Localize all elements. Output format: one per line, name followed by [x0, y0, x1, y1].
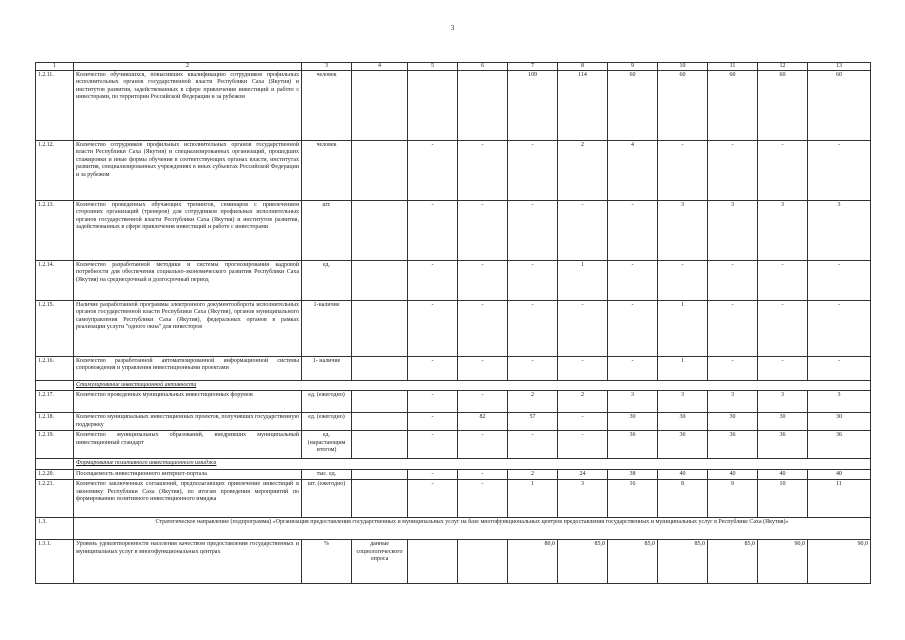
value-cell: - [458, 201, 508, 261]
column-number: 8 [558, 63, 608, 71]
value-cell: - [458, 261, 508, 301]
table-row [36, 391, 871, 413]
value-cell: - [558, 413, 608, 431]
value-cell: 3 [658, 391, 708, 413]
unit-of-measure: % [302, 540, 352, 584]
unit-of-measure: шт. (ежегодно) [302, 480, 352, 518]
indicator-description: Количество муниципальных инвестиционных проектов, получивших государственную поддержку [74, 413, 302, 431]
column-4-value [352, 431, 408, 459]
value-cell: 40 [708, 469, 758, 479]
indicator-description: Количество обучившихся, повысивших квалификацию сотрудников профильных исполнительных органов государственной власти Республики Саха (Якутия) и институтов развития, задействованных в сфере привлечения инвестиций и работе с инвесторами, по территории Российской Федерации и за рубежом [74, 71, 302, 141]
value-cell: 90,0 [758, 540, 808, 584]
value-cell: - [558, 201, 608, 261]
row-number: 1.2.17. [36, 391, 74, 413]
value-cell: 1 [658, 357, 708, 381]
value-cell: 36 [608, 431, 658, 459]
value-cell: - [408, 391, 458, 413]
value-cell: 82 [458, 413, 508, 431]
table-row [36, 201, 871, 261]
value-cell: - [408, 301, 458, 357]
row-number: 1.2.16. [36, 357, 74, 381]
header-row [36, 63, 871, 71]
value-cell: - [758, 301, 808, 357]
value-cell: 11 [808, 480, 871, 518]
value-cell: - [708, 301, 758, 357]
value-cell: 40 [658, 469, 708, 479]
column-4-value: данные социологического опроса [352, 540, 408, 584]
value-cell: 80,0 [508, 540, 558, 584]
unit-of-measure: человек [302, 71, 352, 141]
column-4-value [352, 469, 408, 479]
indicator-description: Количество проведенных муниципальных инвестиционных форумов [74, 391, 302, 413]
value-cell: - [458, 391, 508, 413]
unit-of-measure: тыс. ед. [302, 469, 352, 479]
value-cell: 1 [658, 301, 708, 357]
value-cell: - [608, 357, 658, 381]
value-cell: - [408, 201, 458, 261]
value-cell: 3 [808, 201, 871, 261]
value-cell: - [808, 141, 871, 201]
column-number: 11 [708, 63, 758, 71]
column-4-value [352, 201, 408, 261]
value-cell: - [408, 141, 458, 201]
value-cell: 85,0 [558, 540, 608, 584]
value-cell: - [458, 480, 508, 518]
value-cell: 2 [508, 469, 558, 479]
table-row [36, 469, 871, 479]
section-row [36, 459, 871, 469]
value-cell: 85,0 [608, 540, 658, 584]
row-number: 1.2.21. [36, 480, 74, 518]
value-cell: - [458, 431, 508, 459]
row-number: 1.2.20. [36, 469, 74, 479]
unit-of-measure: 1- наличие [302, 357, 352, 381]
value-cell: 109 [508, 71, 558, 141]
indicator-description: Количество сотрудников профильных исполнительных органов государственной власти Республики Саха (Якутия) и специализированных организаций, прошедших стажировки и иные формы обучения в соответствующих органах власти, институтах развития, специализированных учреждениях в иных субъектах Российской Федерации и за рубежом [74, 141, 302, 201]
table-row [36, 261, 871, 301]
table-row [36, 431, 871, 459]
value-cell: - [408, 413, 458, 431]
value-cell: 2 [558, 141, 608, 201]
value-cell [458, 71, 508, 141]
value-cell: - [558, 357, 608, 381]
table-row [36, 357, 871, 381]
column-4-value [352, 391, 408, 413]
indicator-description: Посещаемость инвестиционного интернет-портала [74, 469, 302, 479]
column-number: 12 [758, 63, 808, 71]
value-cell: 40 [758, 469, 808, 479]
column-number: 9 [608, 63, 658, 71]
value-cell: - [408, 480, 458, 518]
unit-of-measure: ед. (нарастающим итогом) [302, 431, 352, 459]
value-cell: - [508, 357, 558, 381]
indicator-description: Количество разработанной методики и системы прогнозирования кадровой потребности для обеспечения социально-экономического развития Республики Саха (Якутия) на среднесрочный и долгосрочный период [74, 261, 302, 301]
value-cell: 60 [608, 71, 658, 141]
value-cell: 1 [508, 480, 558, 518]
value-cell: 9 [708, 480, 758, 518]
value-cell: 4 [608, 141, 658, 201]
value-cell: 10 [758, 480, 808, 518]
value-cell: 114 [558, 71, 608, 141]
value-cell: 2 [558, 391, 608, 413]
value-cell [408, 71, 458, 141]
row-number: 1.2.11. [36, 71, 74, 141]
section-row [36, 381, 871, 391]
value-cell: - [658, 261, 708, 301]
column-4-value [352, 261, 408, 301]
value-cell: - [808, 357, 871, 381]
value-cell: - [708, 357, 758, 381]
row-number: 1.2.19. [36, 431, 74, 459]
table-row [36, 141, 871, 201]
column-number: 5 [408, 63, 458, 71]
value-cell: - [708, 261, 758, 301]
value-cell: 36 [808, 431, 871, 459]
indicator-description: Количество проведенных обучающих тренингов, семинаров с привлечением сторонних организаций (тренеров) для сотрудников профильных исполнительных органов государственной власти Республики Саха (Якутия) и институтов развития, задействованных в сфере привлечения инвестиций и работе с инвесторами [74, 201, 302, 261]
value-cell: - [758, 357, 808, 381]
value-cell: 3 [558, 480, 608, 518]
value-cell: 3 [808, 391, 871, 413]
strategic-direction-text: Стратегическое направление (подпрограмма) «Организация предоставления государственных и муниципальных услуг на базе многофункциональных центров предоставления государственных и муниципальных услуг в Республике Саха (Якутия)» [74, 518, 871, 540]
value-cell: 3 [608, 391, 658, 413]
value-cell: - [458, 141, 508, 201]
value-cell: - [458, 469, 508, 479]
column-number: 3 [302, 63, 352, 71]
row-number: 1.2.14. [36, 261, 74, 301]
column-4-value [352, 301, 408, 357]
value-cell: 30 [758, 413, 808, 431]
value-cell: - [458, 357, 508, 381]
row-number: 1.2.15. [36, 301, 74, 357]
value-cell: - [808, 261, 871, 301]
column-4-value [352, 480, 408, 518]
value-cell: 57 [508, 413, 558, 431]
value-cell: - [558, 431, 608, 459]
unit-of-measure: ед. [302, 261, 352, 301]
value-cell: 2 [508, 391, 558, 413]
value-cell: 30 [708, 413, 758, 431]
table-row [36, 301, 871, 357]
section-spacer [36, 381, 74, 391]
unit-of-measure: шт. [302, 201, 352, 261]
indicator-description: Уровень удовлетворенности населения качеством предоставления государственных и муниципальных услуг в многофункциональных центрах [74, 540, 302, 584]
row-number: 1.2.12. [36, 141, 74, 201]
indicator-description: Наличие разработанной программы электронного документооборота исполнительных органов государственной власти Республики Саха (Якутия), органов муниципального самоуправления Республики Саха (Якутия), федеральных органов в рамках реализации услуги "одного окна" для инвесторов [74, 301, 302, 357]
value-cell: - [608, 201, 658, 261]
table-row [36, 540, 871, 584]
value-cell: 3 [758, 391, 808, 413]
indicator-description: Количество муниципальных образований, внедривших муниципальный инвестиционный стандарт [74, 431, 302, 459]
table-row [36, 480, 871, 518]
value-cell: - [408, 431, 458, 459]
value-cell: 3 [658, 201, 708, 261]
column-number: 6 [458, 63, 508, 71]
value-cell: - [558, 301, 608, 357]
value-cell: 85,0 [658, 540, 708, 584]
page-number: 3 [450, 24, 455, 32]
row-number: 1.2.18. [36, 413, 74, 431]
section-heading: Формирование позитивного инвестиционного имиджа [74, 459, 871, 469]
column-number: 1 [36, 63, 74, 71]
column-4-value [352, 71, 408, 141]
value-cell: 85,0 [708, 540, 758, 584]
value-cell: - [758, 261, 808, 301]
unit-of-measure: ед. (ежегодно) [302, 391, 352, 413]
strategic-direction-row [36, 518, 871, 540]
section-heading: Стимулирование инвестиционной активности [74, 381, 871, 391]
value-cell: - [658, 141, 708, 201]
column-4-value [352, 141, 408, 201]
column-number: 4 [352, 63, 408, 71]
table-row [36, 71, 871, 141]
row-number: 1.3. [36, 518, 74, 540]
indicator-table [35, 62, 871, 584]
value-cell: 3 [758, 201, 808, 261]
value-cell: 60 [808, 71, 871, 141]
column-number: 7 [508, 63, 558, 71]
table-row [36, 413, 871, 431]
value-cell: - [758, 141, 808, 201]
column-4-value [352, 413, 408, 431]
value-cell: - [408, 469, 458, 479]
value-cell: 38 [608, 469, 658, 479]
value-cell: - [508, 201, 558, 261]
value-cell: 3 [708, 201, 758, 261]
value-cell [408, 540, 458, 584]
value-cell: 8 [658, 480, 708, 518]
value-cell: - [508, 301, 558, 357]
value-cell: - [608, 301, 658, 357]
value-cell: 30 [808, 413, 871, 431]
value-cell: 24 [558, 469, 608, 479]
indicator-description: Количество заключенных соглашений, предполагающих привлечение инвестиций в экономику Республики Саха (Якутия), по итогам проведения мероприятий по формированию позитивного инвестиционного имиджа [74, 480, 302, 518]
value-cell: 36 [758, 431, 808, 459]
column-number: 10 [658, 63, 708, 71]
value-cell: 90,0 [808, 540, 871, 584]
value-cell: 16 [608, 480, 658, 518]
row-number: 1.3.1. [36, 540, 74, 584]
value-cell: - [808, 301, 871, 357]
value-cell: 3 [708, 391, 758, 413]
value-cell: 36 [708, 431, 758, 459]
column-number: 13 [808, 63, 871, 71]
value-cell [458, 540, 508, 584]
column-number: 2 [74, 63, 302, 71]
unit-of-measure: 1-наличие [302, 301, 352, 357]
value-cell: - [508, 261, 558, 301]
value-cell: 40 [808, 469, 871, 479]
column-4-value [352, 357, 408, 381]
value-cell: 30 [608, 413, 658, 431]
value-cell: 60 [708, 71, 758, 141]
value-cell: - [708, 141, 758, 201]
value-cell: 60 [658, 71, 708, 141]
value-cell: - [508, 141, 558, 201]
unit-of-measure: человек [302, 141, 352, 201]
value-cell: - [508, 431, 558, 459]
value-cell: - [458, 301, 508, 357]
indicator-description: Количество разработанной автоматизированной информационной системы сопровождения и управления инвестиционными проектами [74, 357, 302, 381]
value-cell: 60 [758, 71, 808, 141]
value-cell: 36 [658, 431, 708, 459]
value-cell: 30 [658, 413, 708, 431]
value-cell: - [408, 357, 458, 381]
value-cell: 1 [558, 261, 608, 301]
value-cell: - [408, 261, 458, 301]
unit-of-measure: ед. (ежегодно) [302, 413, 352, 431]
row-number: 1.2.13. [36, 201, 74, 261]
section-spacer [36, 459, 74, 469]
value-cell: - [608, 261, 658, 301]
